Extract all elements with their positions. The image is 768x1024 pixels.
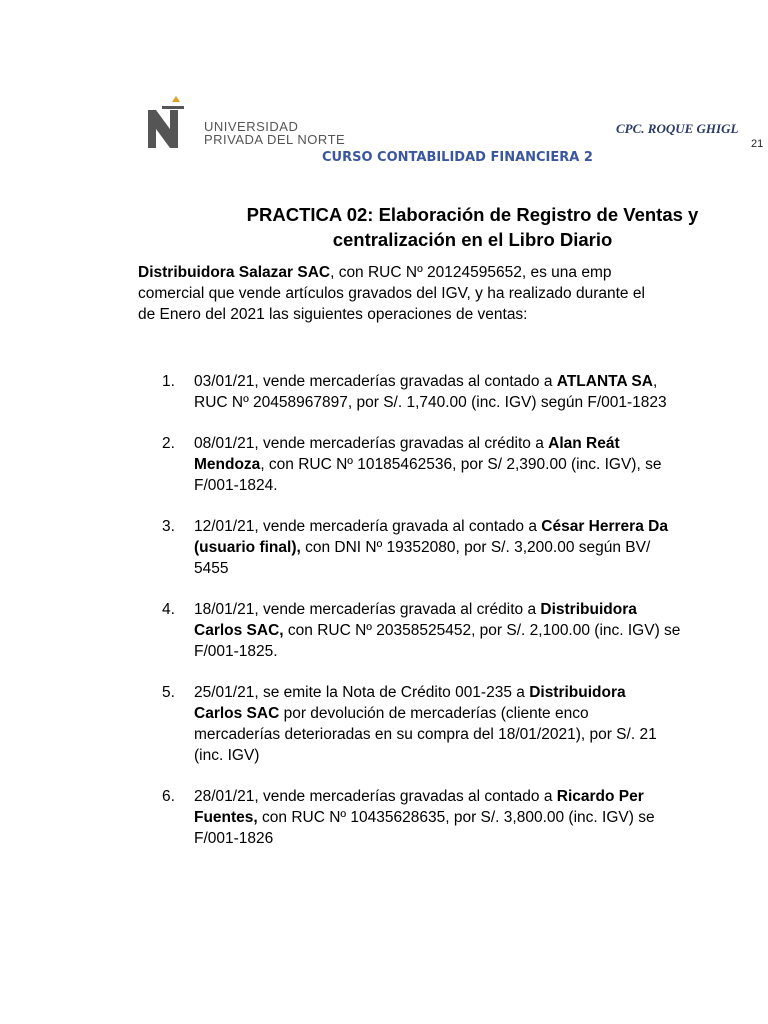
item-client: Mendoza xyxy=(194,456,261,473)
item-text: 18/01/21, vende mercaderías gravada al crédito a xyxy=(194,601,541,618)
item-text: , con RUC Nº 10185462536, por S/ 2,390.00 (inc. IGV), se xyxy=(260,456,662,473)
list-item-line xyxy=(194,703,589,724)
university-logo-text xyxy=(204,120,345,146)
intro-line-1 xyxy=(138,262,768,283)
title-line-2: centralización en el Libro Diario xyxy=(332,229,613,250)
list-item-line xyxy=(194,433,620,454)
item-text: 03/01/21, vende mercaderías gravadas al contado a xyxy=(194,373,557,390)
list-item-line xyxy=(194,454,661,475)
item-client: ATLANTA SA xyxy=(556,373,653,390)
document-title xyxy=(180,202,765,252)
list-item-number: 4. xyxy=(162,601,175,618)
university-logo xyxy=(144,96,374,152)
item-client: Fuentes, xyxy=(194,809,258,826)
item-text: 25/01/21, se emite la Nota de Crédito 001-235 a xyxy=(194,684,530,701)
item-text: , xyxy=(652,373,658,390)
item-text: con DNI Nº 19352080, por S/. 3,200.00 según BV/ xyxy=(300,539,651,556)
logo-line-1: UNIVERSIDAD xyxy=(204,119,299,134)
list-item-line xyxy=(194,620,680,641)
intro-line-1-rest: , con RUC Nº 20124595652, es una emp xyxy=(330,264,612,281)
item-text: con RUC Nº 10435628635, por S/. 3,800.00 (inc. IGV) se xyxy=(257,809,655,826)
list-item-line: F/001-1824. xyxy=(194,477,278,494)
list-item-line xyxy=(194,807,655,828)
list-item-number: 1. xyxy=(162,373,175,390)
item-text: 28/01/21, vende mercaderías gravadas al contado a xyxy=(194,788,557,805)
item-client: (usuario final), xyxy=(194,539,301,556)
list-item-line: RUC Nº 20458967897, por S/. 1,740.00 (inc. IGV) según F/001-1823 xyxy=(194,394,667,411)
list-item-number: 6. xyxy=(162,788,175,805)
list-item-line xyxy=(194,682,626,703)
list-item-line: mercaderías deterioradas en su compra del 18/01/2021), por S/. 21 xyxy=(194,726,657,743)
item-client: Carlos SAC, xyxy=(194,622,284,639)
list-item-line xyxy=(194,786,644,807)
item-client: Carlos SAC xyxy=(194,705,280,722)
item-text: con RUC Nº 20358525452, por S/. 2,100.00 (inc. IGV) se xyxy=(283,622,681,639)
item-text: por devolución de mercaderías (cliente enco xyxy=(279,705,589,722)
item-text: 08/01/21, vende mercaderías gravadas al crédito a xyxy=(194,435,549,452)
page-number: 21 xyxy=(751,138,764,150)
list-item-line: F/001-1826 xyxy=(194,830,274,847)
item-client: Distribuidora xyxy=(529,684,626,701)
list-item-line xyxy=(194,537,650,558)
logo-line-2: PRIVADA DEL NORTE xyxy=(204,132,346,147)
item-client: César Herrera Da xyxy=(541,518,668,535)
intro-paragraph xyxy=(138,262,768,325)
list-item-line: (inc. IGV) xyxy=(194,747,260,764)
list-item-line xyxy=(194,516,668,537)
course-title: CURSO CONTABILIDAD FINANCIERA 2 xyxy=(322,150,593,165)
item-client: Alan Reát xyxy=(548,435,620,452)
list-item-number: 3. xyxy=(162,518,175,535)
list-item-number: 5. xyxy=(162,684,175,701)
item-client: Ricardo Per xyxy=(556,788,644,805)
company-name: Distribuidora Salazar SAC xyxy=(138,264,331,281)
intro-line-2: comercial que vende artículos gravados del IGV, y ha realizado durante el xyxy=(138,285,645,302)
university-logo-mark xyxy=(144,96,196,152)
author-name: CPC. ROQUE GHIGL xyxy=(616,121,739,136)
list-item-line: 5455 xyxy=(194,560,229,577)
intro-line-3: de Enero del 2021 las siguientes operaciones de ventas: xyxy=(138,306,528,323)
item-client: Distribuidora xyxy=(540,601,637,618)
title-line-1: PRACTICA 02: Elaboración de Registro de Ventas y xyxy=(246,204,699,225)
list-item-line xyxy=(194,371,657,392)
list-item-number: 2. xyxy=(162,435,175,452)
list-item-line xyxy=(194,599,637,620)
list-item-line: F/001-1825. xyxy=(194,643,278,660)
item-text: 12/01/21, vende mercadería gravada al contado a xyxy=(194,518,542,535)
